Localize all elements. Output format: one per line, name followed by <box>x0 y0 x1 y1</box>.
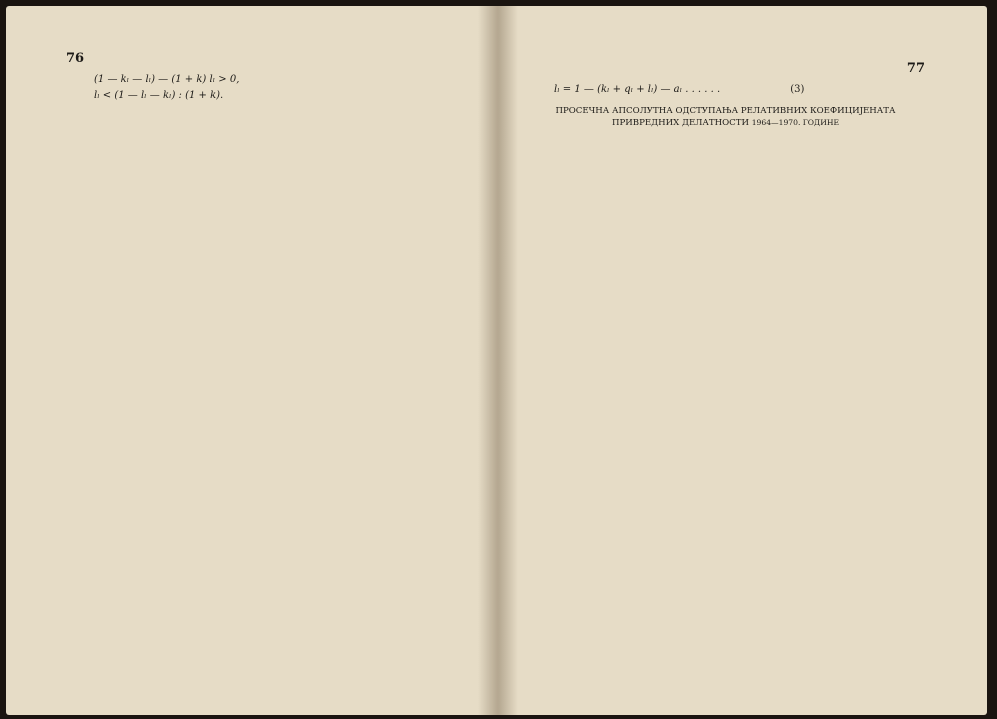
left-page <box>6 6 498 715</box>
page-body <box>66 74 476 102</box>
page-number: 77 <box>906 61 925 76</box>
equation-number: (3) <box>790 84 805 95</box>
section-heading <box>526 106 925 129</box>
equation <box>94 90 476 102</box>
page-number: 76 <box>66 51 85 66</box>
equation-text: lₗ < (1 — lₗ — kₗ) : (1 + k). <box>94 90 224 102</box>
equation <box>554 84 925 96</box>
equation-text: lₗ = 1 — (kₗ + qₗ + lₗ) — aₗ . . . . . . <box>554 84 721 95</box>
equation-text: (1 — kₗ — lₗ) — (1 + k) lₗ > 0, <box>94 74 240 85</box>
equation <box>94 74 476 86</box>
section-heading-years: 1964—1970. ГОДИНЕ <box>751 118 839 128</box>
page-body <box>526 84 925 129</box>
section-heading-text: ПРОСЕЧНА АПСОЛУТНА ОДСТУПАЊА РЕЛАТИВНИХ КОЕФИЦИЈЕНАТА ПРИВРЕДНИХ ДЕЛАТНОСТИ <box>555 106 896 129</box>
right-page <box>498 6 987 715</box>
